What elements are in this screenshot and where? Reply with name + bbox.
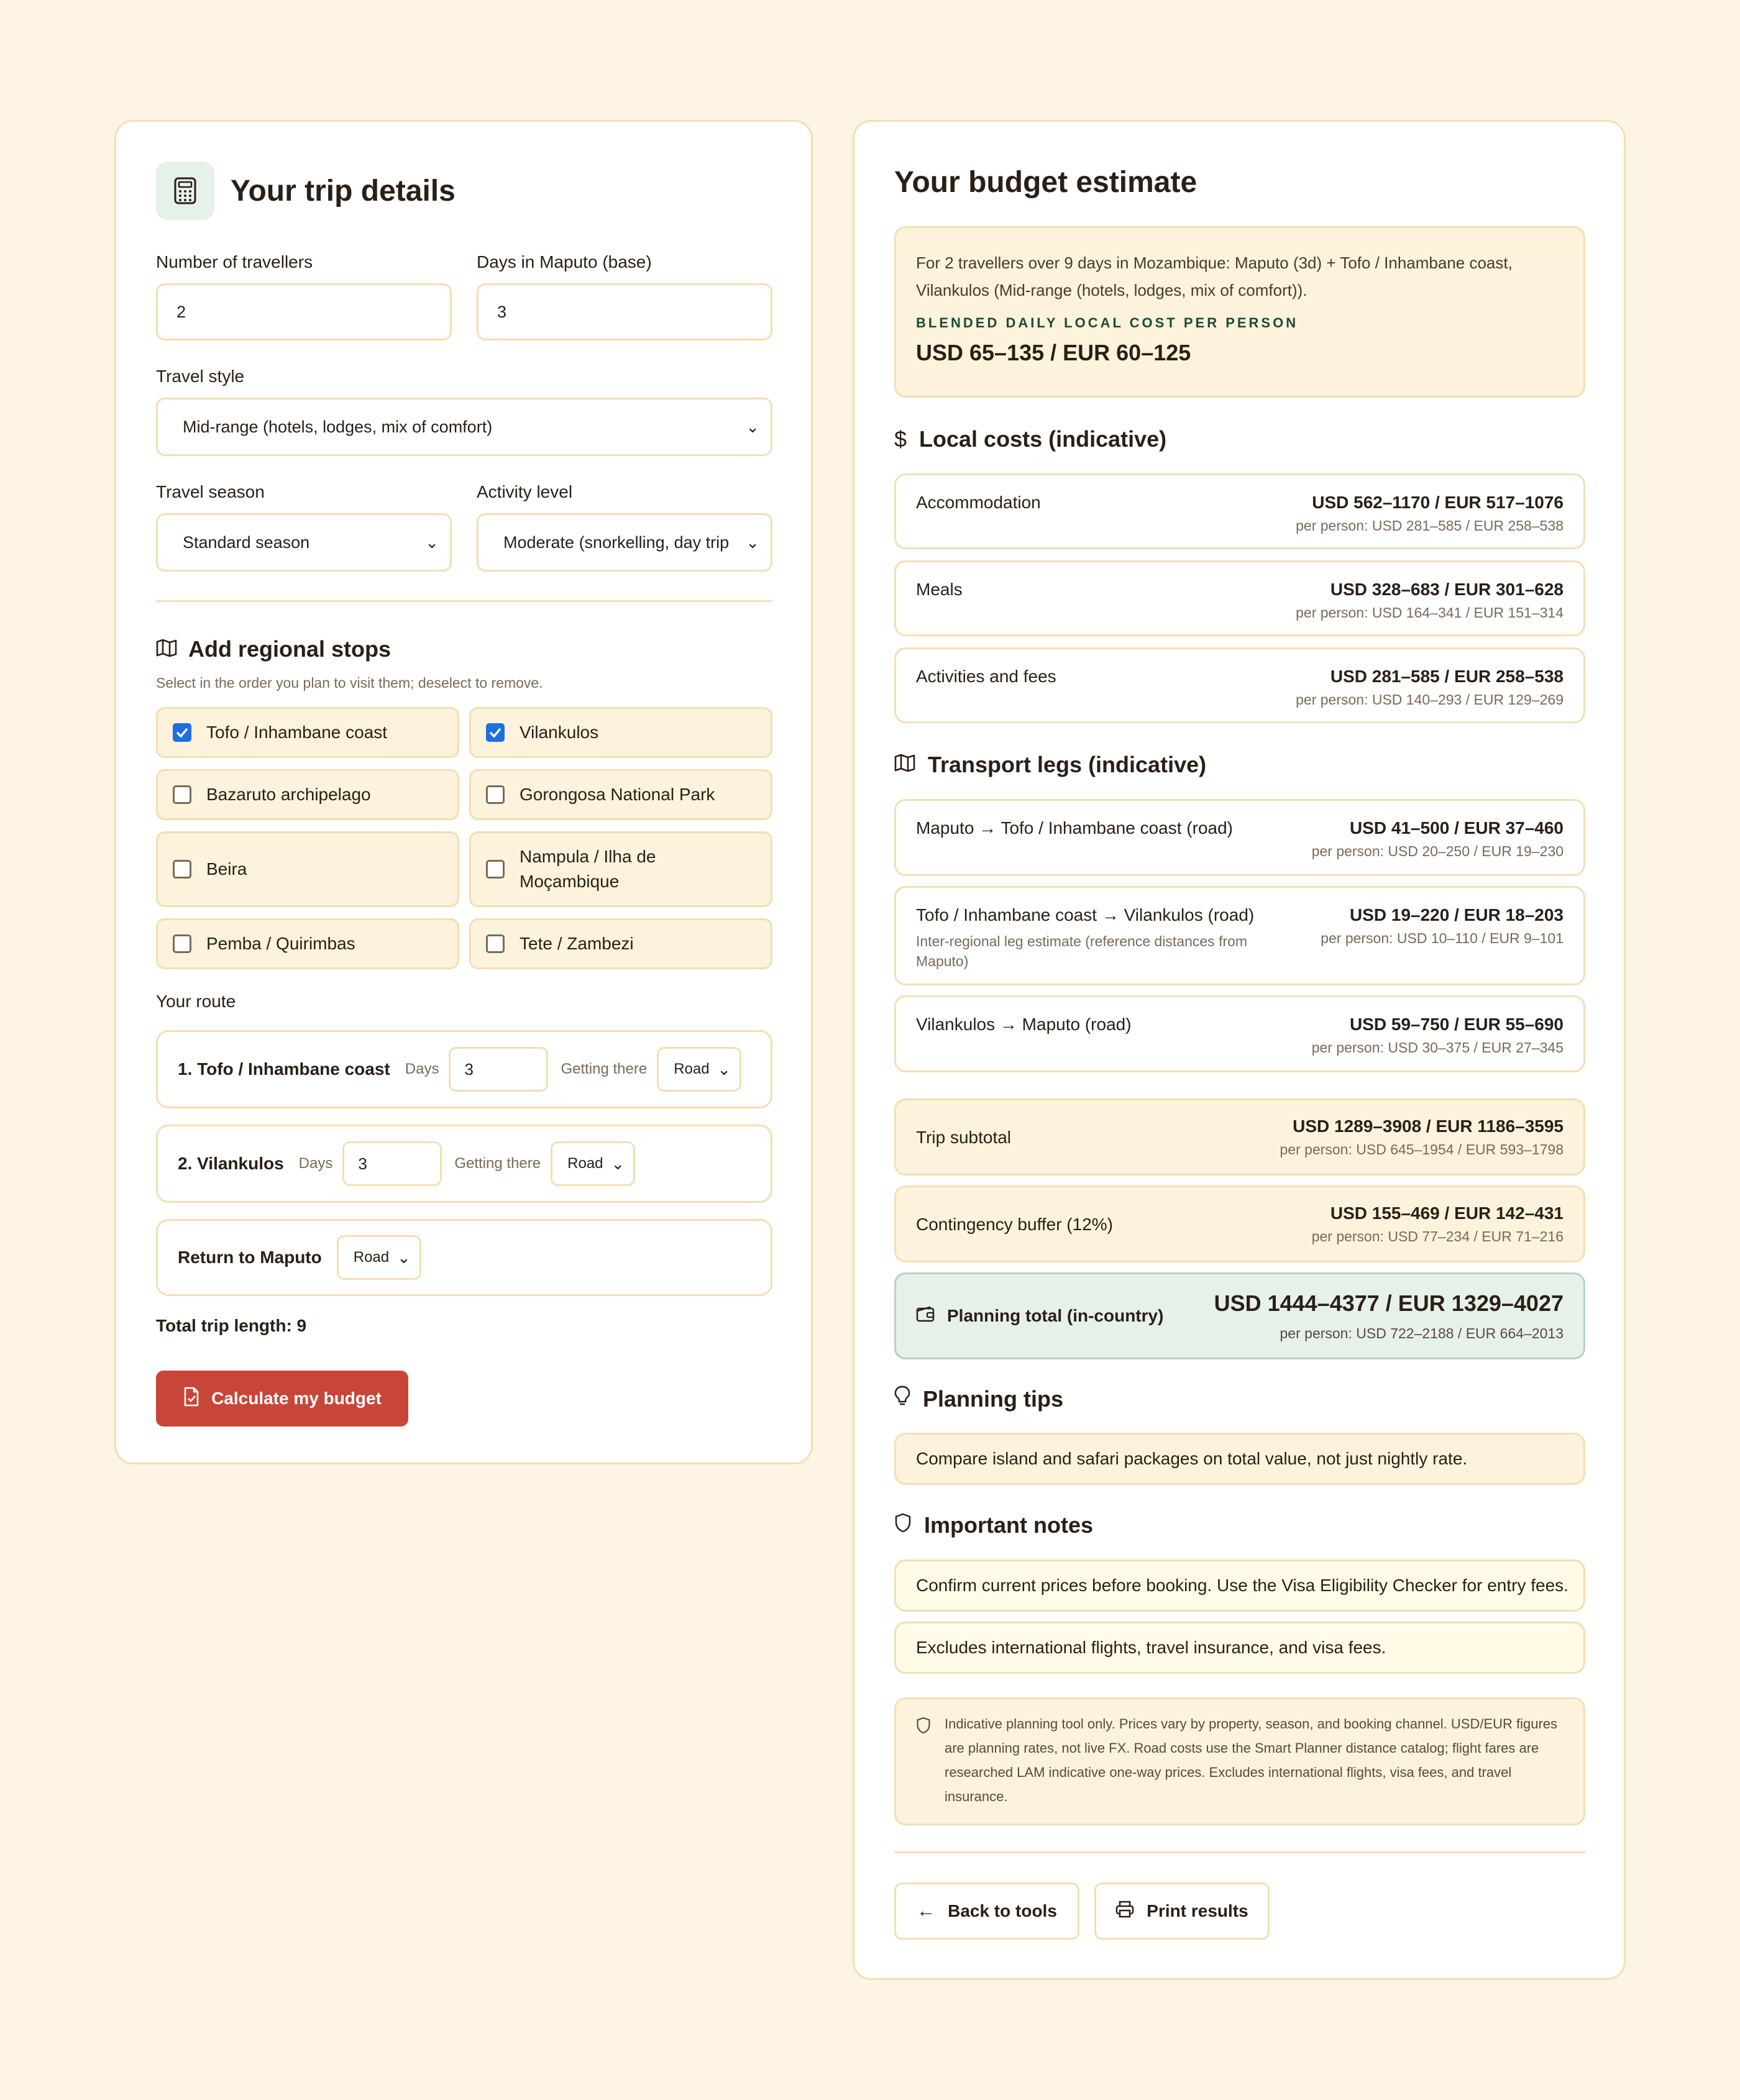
days-label: Days in Maputo (base) xyxy=(477,252,652,272)
transport-row xyxy=(894,886,1585,985)
local-costs-title: Local costs (indicative) xyxy=(919,426,1167,452)
notes-heading xyxy=(894,1512,1093,1538)
route-return xyxy=(156,1219,772,1296)
route-label: Your route xyxy=(156,992,236,1011)
back-to-tools-button[interactable] xyxy=(894,1883,1079,1940)
chevron-down-icon: ⌄ xyxy=(717,1059,731,1079)
calculate-label: Calculate my budget xyxy=(211,1389,382,1408)
subtotal-label: Trip subtotal xyxy=(916,1128,1012,1147)
file-check-icon xyxy=(183,1387,200,1411)
activity-value: Moderate (snorkelling, day trip xyxy=(503,532,730,552)
cost-row-activities xyxy=(894,647,1585,723)
row-value: USD 281–585 / EUR 258–538 xyxy=(1330,667,1564,686)
route-leg-2 xyxy=(156,1125,772,1203)
stops-hint: Select in the order you plan to visit them; deselect to remove. xyxy=(156,675,543,691)
chevron-down-icon: ⌄ xyxy=(746,532,759,552)
planning-total-label-group xyxy=(916,1305,1163,1326)
cost-row-meals xyxy=(894,560,1585,636)
checkbox[interactable] xyxy=(173,785,191,804)
note-item: Excludes international flights, travel insurance, and visa fees. xyxy=(894,1622,1585,1674)
buffer-value: USD 155–469 / EUR 142–431 xyxy=(1330,1203,1564,1223)
row-per-person: per person: USD 281–585 / EUR 258–538 xyxy=(1296,518,1564,534)
days-input[interactable]: 3 xyxy=(477,283,772,340)
checkbox[interactable] xyxy=(173,934,191,953)
shield-icon xyxy=(916,1717,931,1737)
note-item: Confirm current prices before booking. Use the Visa Eligibility Checker for entry fees. xyxy=(894,1559,1585,1612)
route-leg-name: 2. Vilankulos xyxy=(178,1154,284,1173)
travellers-input[interactable]: 2 xyxy=(156,283,452,340)
section-divider xyxy=(156,600,772,602)
days-word: Days xyxy=(405,1061,439,1077)
row-label: Vilankulos → Maputo (road) xyxy=(916,1015,1132,1034)
leg-days-input[interactable]: 3 xyxy=(342,1141,442,1186)
checkbox[interactable] xyxy=(486,934,505,953)
season-select[interactable] xyxy=(156,513,452,572)
return-mode-value: Road xyxy=(353,1249,390,1266)
stop-label: Vilankulos xyxy=(520,723,599,742)
total-trip-length: Total trip length: 9 xyxy=(156,1316,307,1335)
stop-option-tete[interactable] xyxy=(469,918,772,969)
checkbox[interactable] xyxy=(486,785,505,804)
arrow-left-icon: ← xyxy=(917,1901,936,1921)
planning-total-per-person: per person: USD 722–2188 / EUR 664–2013 xyxy=(1280,1325,1564,1341)
travellers-label: Number of travellers xyxy=(156,252,313,272)
buffer-per-person: per person: USD 77–234 / EUR 71–216 xyxy=(1311,1228,1564,1244)
printer-icon xyxy=(1115,1901,1134,1922)
dollar-icon: $ xyxy=(894,426,907,452)
trip-details-title: Your trip details xyxy=(231,175,456,208)
subtotal-per-person: per person: USD 645–1954 / EUR 593–1798 xyxy=(1280,1141,1564,1157)
transport-heading xyxy=(894,752,1206,778)
map-icon xyxy=(894,752,915,778)
row-per-person: per person: USD 30–375 / EUR 27–345 xyxy=(1311,1039,1564,1056)
route-leg-name: 1. Tofo / Inhambane coast xyxy=(178,1059,390,1079)
row-value: USD 328–683 / EUR 301–628 xyxy=(1330,580,1564,599)
row-value: USD 562–1170 / EUR 517–1076 xyxy=(1312,493,1564,512)
checkbox-checked[interactable] xyxy=(486,723,505,742)
row-label: Maputo → Tofo / Inhambane coast (road) xyxy=(916,818,1233,838)
getting-there-word: Getting there xyxy=(561,1061,648,1077)
travel-style-label: Travel style xyxy=(156,367,245,386)
notes-title: Important notes xyxy=(924,1512,1094,1538)
planning-total-label: Planning total (in-country) xyxy=(947,1305,1164,1325)
stop-option-tofo[interactable] xyxy=(156,707,459,758)
subtotal-value: USD 1289–3908 / EUR 1186–3595 xyxy=(1293,1116,1564,1136)
stop-label: Tofo / Inhambane coast xyxy=(206,723,388,742)
row-value: USD 59–750 / EUR 55–690 xyxy=(1350,1015,1564,1034)
local-costs-heading xyxy=(894,426,1166,452)
transport-row xyxy=(894,799,1585,876)
row-sub: Inter-regional leg estimate (reference distances from Maputo) xyxy=(916,933,1248,969)
leg-days-input[interactable]: 3 xyxy=(449,1047,548,1092)
checkbox-checked[interactable] xyxy=(173,723,191,742)
row-value: USD 41–500 / EUR 37–460 xyxy=(1350,818,1564,838)
season-label: Travel season xyxy=(156,482,265,501)
route-leg-1 xyxy=(156,1030,772,1108)
calculator-icon xyxy=(156,162,214,220)
checkbox[interactable] xyxy=(486,860,505,879)
stop-option-beira[interactable] xyxy=(156,831,459,907)
disclaimer-box xyxy=(894,1697,1585,1825)
season-value: Standard season xyxy=(183,532,310,552)
stop-option-vilankulos[interactable] xyxy=(469,707,772,758)
planning-total-row xyxy=(894,1272,1585,1359)
wallet-icon xyxy=(916,1305,935,1326)
footer-divider xyxy=(894,1851,1585,1853)
stop-option-bazaruto[interactable] xyxy=(156,769,459,820)
subtotal-row xyxy=(894,1098,1585,1176)
buffer-label: Contingency buffer (12%) xyxy=(916,1215,1113,1234)
stops-title: Add regional stops xyxy=(188,636,392,662)
return-name: Return to Maputo xyxy=(178,1248,322,1267)
stop-label: Bazaruto archipelago xyxy=(206,785,371,804)
transport-title: Transport legs (indicative) xyxy=(928,752,1207,777)
row-value: USD 19–220 / EUR 18–203 xyxy=(1350,905,1564,924)
leg-mode-value: Road xyxy=(567,1155,603,1172)
chevron-down-icon: ⌄ xyxy=(396,1248,411,1267)
planning-total-value: USD 1444–4377 / EUR 1329–4027 xyxy=(1214,1290,1564,1316)
stops-heading xyxy=(156,636,391,662)
row-label: Tofo / Inhambane coast → Vilankulos (road) xyxy=(916,905,1255,924)
tips-heading xyxy=(894,1386,1063,1412)
activity-label: Activity level xyxy=(477,482,573,501)
back-label: Back to tools xyxy=(948,1901,1057,1920)
getting-there-word: Getting there xyxy=(454,1155,541,1172)
activity-select[interactable] xyxy=(477,513,772,572)
leg-mode-select[interactable] xyxy=(551,1141,635,1186)
shield-icon xyxy=(894,1512,912,1538)
stop-label: Tete / Zambezi xyxy=(520,934,634,953)
row-per-person: per person: USD 20–250 / EUR 19–230 xyxy=(1311,843,1564,859)
row-per-person: per person: USD 164–341 / EUR 151–314 xyxy=(1296,605,1564,621)
print-label: Print results xyxy=(1147,1901,1248,1920)
row-per-person: per person: USD 10–110 / EUR 9–101 xyxy=(1321,930,1564,946)
chevron-down-icon: ⌄ xyxy=(611,1154,625,1173)
stop-option-pemba[interactable] xyxy=(156,918,459,969)
daily-cost-kicker: BLENDED DAILY LOCAL COST PER PERSON xyxy=(916,315,1299,331)
calculate-button[interactable] xyxy=(156,1371,408,1427)
cost-row-accommodation xyxy=(894,473,1585,549)
buffer-row xyxy=(894,1185,1585,1262)
stop-label: Nampula / Ilha de Moçambique xyxy=(520,847,656,891)
stop-label: Pemba / Quirimbas xyxy=(206,934,355,953)
leg-mode-select[interactable] xyxy=(657,1047,741,1092)
row-label: Meals xyxy=(916,580,963,599)
estimate-title: Your budget estimate xyxy=(894,166,1197,199)
budget-estimate-card xyxy=(853,120,1626,1980)
leg-mode-value: Road xyxy=(674,1061,710,1077)
return-mode-select[interactable] xyxy=(337,1235,421,1280)
travel-style-select[interactable] xyxy=(156,398,772,456)
chevron-down-icon: ⌄ xyxy=(746,417,759,436)
disclaimer-text: Indicative planning tool only. Prices vary by property, season, and booking channel. USD/EUR figures are planning rates, not live FX. Road costs use the Smart Planner distance catalog; flight fares are researched LAM indicative one-way prices. Excludes international flights, visa fees, and travel insurance. xyxy=(945,1716,1558,1804)
tip-item: Compare island and safari packages on total value, not just nightly rate. xyxy=(894,1433,1585,1485)
estimate-summary xyxy=(894,226,1585,398)
days-word: Days xyxy=(298,1155,333,1172)
transport-row xyxy=(894,995,1585,1072)
travel-style-value: Mid-range (hotels, lodges, mix of comfort) xyxy=(183,417,493,436)
print-results-button[interactable] xyxy=(1094,1883,1270,1940)
stop-label: Gorongosa National Park xyxy=(520,785,715,804)
stop-label: Beira xyxy=(206,859,247,879)
chevron-down-icon: ⌄ xyxy=(425,532,439,552)
tips-title: Planning tips xyxy=(923,1386,1064,1412)
row-per-person: per person: USD 140–293 / EUR 129–269 xyxy=(1296,692,1564,708)
row-label: Activities and fees xyxy=(916,667,1056,686)
map-icon xyxy=(156,639,177,660)
summary-text: For 2 travellers over 9 days in Mozambique: Maputo (3d) + Tofo / Inhambane coast, Vilankulos (Mid-range (hotels, lodges, mix of comfort)). xyxy=(916,253,1513,299)
stop-option-nampula[interactable] xyxy=(469,831,772,907)
stop-option-gorongosa[interactable] xyxy=(469,769,772,820)
trip-details-card xyxy=(114,120,813,1464)
lightbulb-icon xyxy=(894,1386,910,1412)
checkbox[interactable] xyxy=(173,860,191,879)
daily-cost-value: USD 65–135 / EUR 60–125 xyxy=(916,340,1191,365)
row-label: Accommodation xyxy=(916,493,1041,512)
